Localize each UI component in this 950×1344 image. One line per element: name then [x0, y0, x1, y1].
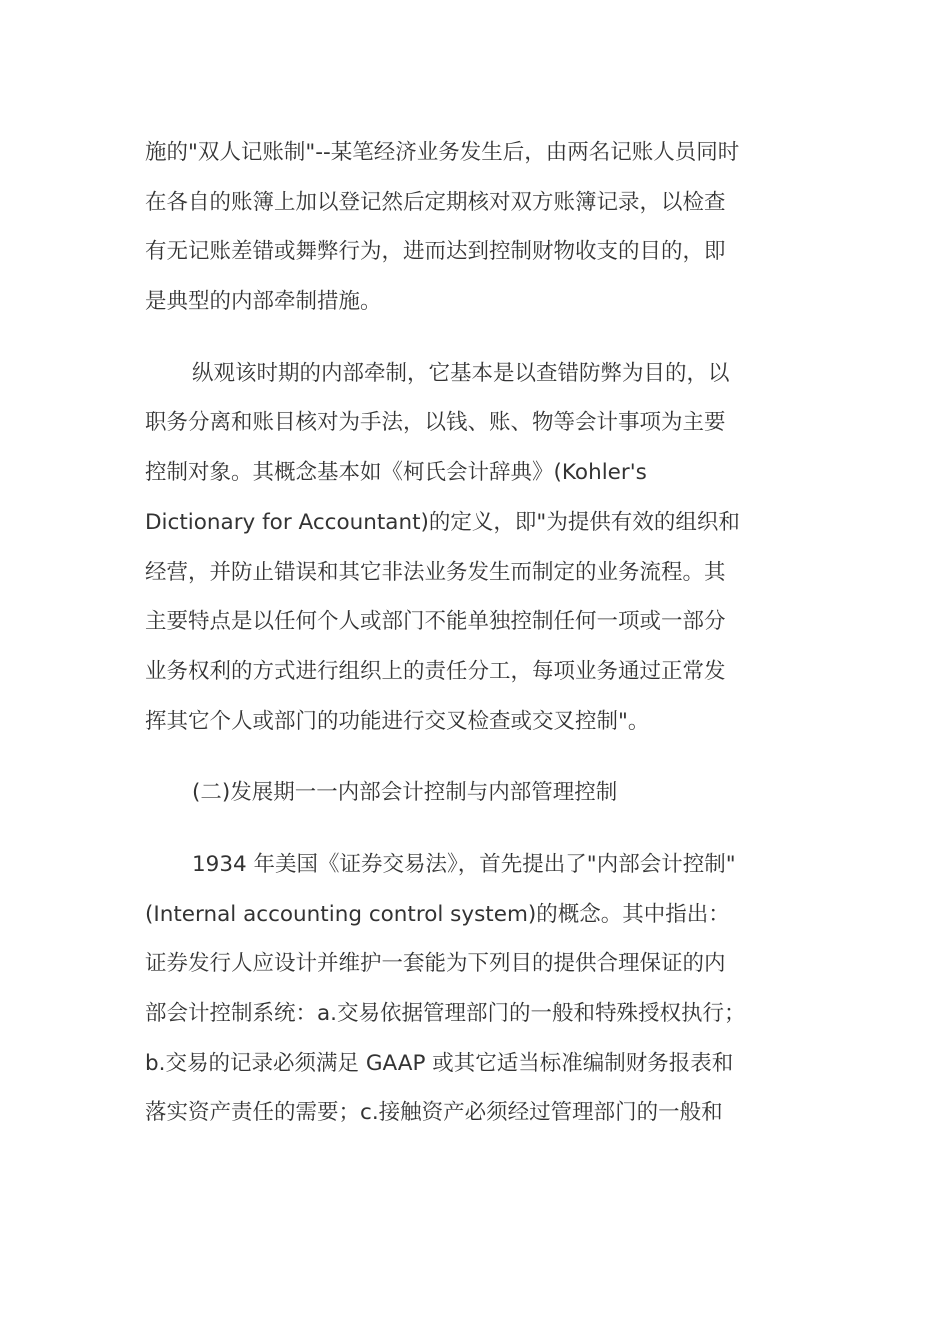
paragraph-spacer [145, 818, 810, 840]
paragraph-spacer [145, 746, 810, 768]
paragraph-line: (Internal accounting control system)的概念。其中指出： [145, 901, 730, 927]
paragraph-1 [145, 128, 810, 327]
paragraph-4 [145, 840, 810, 1138]
document-body [145, 128, 810, 1138]
paragraph-line: 挥其它个人或部门的功能进行交叉检查或交叉控制"。 [145, 708, 650, 734]
paragraph-line: 部会计控制系统：a.交易依据管理部门的一般和特殊授权执行； [145, 1001, 746, 1026]
paragraph-line: 有无记账差错或舞弊行为，进而达到控制财物收支的目的，即 [145, 239, 726, 265]
paragraph-line: 是典型的内部牵制措施。 [145, 289, 382, 315]
paragraph-line: 在各自的账簿上加以登记然后定期核对双方账簿记录，以检查 [145, 189, 726, 215]
paragraph-line: 纵观该时期的内部牵制，它基本是以查错防弊为目的，以 [192, 360, 730, 386]
paragraph-line: 控制对象。其概念基本如《柯氏会计辞典》(Kohler's [145, 460, 647, 486]
paragraph-2 [145, 349, 810, 747]
paragraph-line: 证券发行人应设计并维护一套能为下列目的提供合理保证的内 [145, 951, 726, 977]
paragraph-line: 业务权利的方式进行组织上的责任分工，每项业务通过正常发 [145, 658, 726, 684]
section-heading [145, 768, 810, 818]
paragraph-line: 经营，并防止错误和其它非法业务发生而制定的业务流程。其 [145, 559, 726, 585]
section-heading-text: (二)发展期一一内部会计控制与内部管理控制 [192, 780, 618, 806]
paragraph-line: 1934 年美国《证券交易法》，首先提出了"内部会计控制" [192, 851, 736, 877]
paragraph-line: 职务分离和账目核对为手法，以钱、账、物等会计事项为主要 [145, 410, 726, 436]
paragraph-line: b.交易的记录必须满足 GAAP 或其它适当标准编制财务报表和 [145, 1050, 734, 1076]
paragraph-line: Dictionary for Accountant)的定义，即"为提供有效的组织和 [145, 509, 740, 535]
paragraph-line: 主要特点是以任何个人或部门不能单独控制任何一项或一部分 [145, 609, 726, 635]
paragraph-line: 落实资产责任的需要；c.接触资产必须经过管理部门的一般和 [145, 1100, 723, 1126]
paragraph-spacer [145, 327, 810, 349]
paragraph-line: 施的"双人记账制"--某笔经济业务发生后，由两名记账人员同时 [145, 140, 740, 165]
